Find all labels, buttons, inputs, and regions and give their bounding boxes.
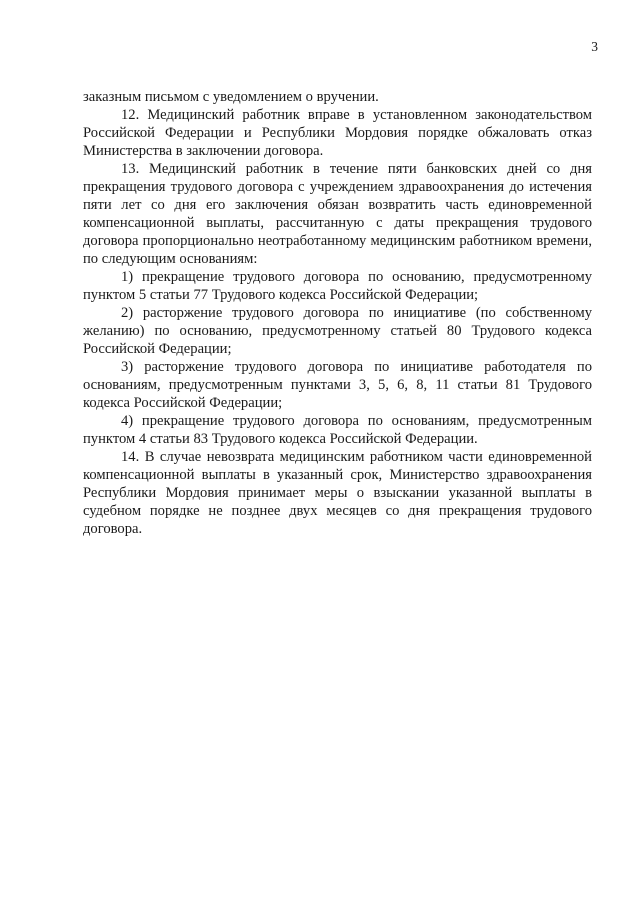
paragraph-item-13: 13. Медицинский работник в течение пяти банковских дней со дня прекращения трудового договора с учреждением здравоохранения до истечения пяти лет со дня его заключения обязан возвратить часть единовременной компенсационной выплаты, рассчитанную с даты прекращения трудового договора пропорционально неотработанному медицинским работником времени, по следующим основаниям: [83, 161, 592, 267]
paragraph-item-14: 14. В случае невозврата медицинским работником части единовременной компенсационной выплаты в указанный срок, Министерство здравоохранения Республики Мордовия принимает меры о взыскании указанной выплаты в судебном порядке не позднее двух месяцев со дня прекращения трудового договора. [83, 449, 592, 537]
paragraph-subitem-4: 4) прекращение трудового договора по основаниям, предусмотренным пунктом 4 статьи 83 Трудового кодекса Российской Федерации. [83, 413, 592, 447]
paragraph-subitem-1: 1) прекращение трудового договора по основанию, предусмотренному пунктом 5 статьи 77 Трудового кодекса Российской Федерации; [83, 269, 592, 303]
paragraph-item-12: 12. Медицинский работник вправе в установленном законодательством Российской Федерации и Республики Мордовия порядке обжаловать отказ Министерства в заключении договора. [83, 107, 592, 159]
paragraph-continuation: заказным письмом с уведомлением о вручении. [83, 89, 379, 105]
paragraph-subitem-2: 2) расторжение трудового договора по инициативе (по собственному желанию) по основанию, предусмотренному статьей 80 Трудового кодекса Российской Федерации; [83, 305, 592, 357]
page-number: 3 [591, 39, 598, 54]
paragraph-subitem-3: 3) расторжение трудового договора по инициативе работодателя по основаниям, предусмотренным пунктами 3, 5, 6, 8, 11 статьи 81 Трудового кодекса Российской Федерации; [83, 359, 592, 411]
document-body [83, 88, 592, 538]
